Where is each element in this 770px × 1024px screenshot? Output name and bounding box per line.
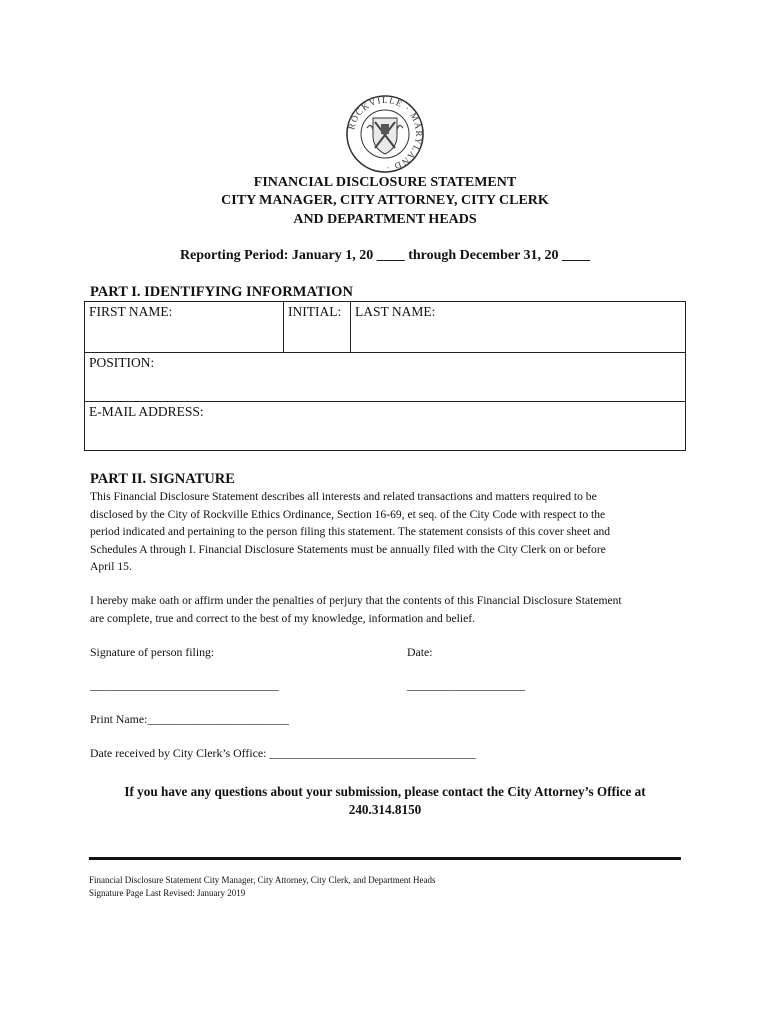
paragraph-line: period indicated and pertaining to the person filing this statement. The statement consists of this cover sheet and [90,525,611,538]
paragraph-line: I hereby make oath or affirm under the penalties of perjury that the contents of this Financial Disclosure Statement [90,594,622,607]
svg-text:ROCKVILLE · MARYLAND ·: ROCKVILLE · MARYLAND · [346,94,425,174]
email-label: E-MAIL ADDRESS: [89,404,204,419]
initial-label: INITIAL: [288,304,342,319]
signature-label: Signature of person filing: [90,645,215,659]
first-name-field[interactable] [85,302,284,353]
date-line[interactable]: ____________________ [407,678,525,692]
footer-line-1: Financial Disclosure Statement City Manager, City Attorney, City Clerk, and Department Heads [89,875,436,885]
reporting-period: Reporting Period: January 1, 20 ____ through December 31, 20 ____ [179,248,591,263]
initial-field[interactable] [284,302,351,353]
paragraph-line: Schedules A through I. Financial Disclosure Statements must be annually filed with the City Clerk on or before [90,542,606,556]
paragraph-line: disclosed by the City of Rockville Ethics Ordinance, Section 16-69, et seq. of the City Code with respect to the [90,507,606,521]
last-name-label: LAST NAME: [355,304,436,319]
rockville-seal-logo [345,94,425,174]
part-1-heading: PART I. IDENTIFYING INFORMATION [90,284,353,300]
paragraph-line: April 15. [90,560,132,573]
first-name-label: FIRST NAME: [89,304,173,319]
footer-divider [89,857,681,860]
footer-line-2: Signature Page Last Revised: January 2019 [89,888,246,898]
email-field[interactable] [85,402,685,450]
title-line-1: FINANCIAL DISCLOSURE STATEMENT [253,175,517,190]
signature-line[interactable]: ________________________________ [90,678,279,692]
position-field[interactable] [85,353,685,402]
date-label: Date: [407,645,433,659]
title-line-2: CITY MANAGER, CITY ATTORNEY, CITY CLERK [221,193,549,208]
last-name-field[interactable] [351,302,685,353]
print-name-field[interactable]: Print Name:________________________ [90,712,289,726]
position-label: POSITION: [89,355,155,370]
title-line-3: AND DEPARTMENT HEADS [293,212,477,227]
identifying-information-table [84,301,686,451]
date-received-field[interactable]: Date received by City Clerk’s Office: ___________________________________ [90,746,476,760]
paragraph-line: This Financial Disclosure Statement describes all interests and related transactions and matters required to be [90,490,597,503]
part-2-heading: PART II. SIGNATURE [90,471,235,487]
paragraph-line: are complete, true and correct to the best of my knowledge, information and belief. [90,611,476,625]
contact-phone: 240.314.8150 [348,802,422,817]
oath-paragraph [90,592,680,627]
contact-line-1: If you have any questions about your submission, please contact the City Attorney’s Office at [124,784,646,799]
disclosure-paragraph [90,488,680,576]
